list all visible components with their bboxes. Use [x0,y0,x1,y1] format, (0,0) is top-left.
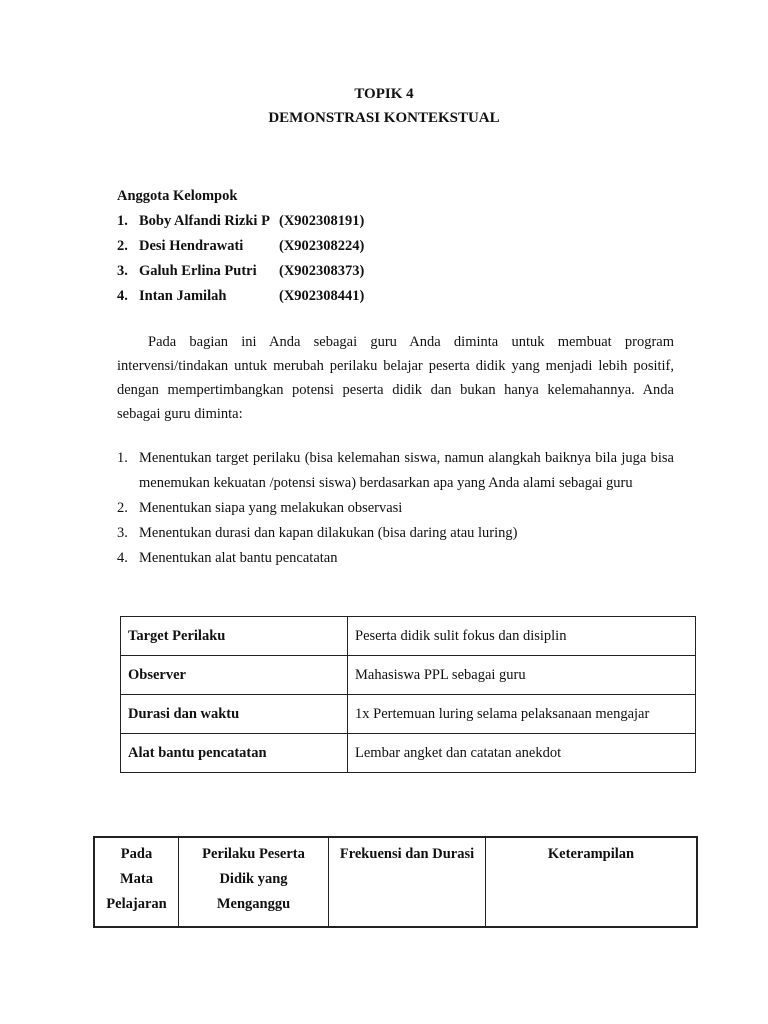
list-text: Menentukan siapa yang melakukan observasi [139,500,403,516]
intro-paragraph [117,330,674,426]
list-item [117,521,674,546]
header-line: Mata [119,871,153,887]
table-key-cell: Target Perilaku [121,617,348,656]
topic-title: TOPIK 4 [354,86,414,102]
table-key-cell: Durasi dan waktu [121,695,348,734]
group-heading: Anggota Kelompok [117,188,238,204]
member-row [117,287,364,312]
header-line: Pelajaran [106,896,167,912]
header-cell-subject [94,837,179,927]
list-text: Menentukan durasi dan kapan dilakukan (bisa daring atau luring) [139,525,518,541]
member-code: (X902308224) [279,238,365,254]
table-row [121,734,696,773]
member-number: 2. [117,238,128,254]
list-number: 3. [117,525,128,541]
table-header-row [94,837,697,927]
table-value-cell: Mahasiswa PPL sebagai guru [348,656,696,695]
table-value-cell: Lembar angket dan catatan anekdot [348,734,696,773]
header-line: Keterampilan [547,846,635,862]
list-number: 4. [117,550,128,566]
header-line: Didik yang [219,871,288,887]
table-row [121,617,696,656]
list-number: 1. [117,450,128,466]
table-value-cell: Peserta didik sulit fokus dan disiplin [348,617,696,656]
list-item [117,496,674,521]
member-row [117,262,364,287]
table-key-cell: Alat bantu pencatatan [121,734,348,773]
header-cell-behavior [179,837,329,927]
table-row [121,695,696,734]
member-name: Desi Hendrawati [139,238,244,254]
member-name: Boby Alfandi Rizki P [139,213,270,229]
instruction-list [117,446,674,571]
list-text: Menentukan alat bantu pencatatan [139,550,338,566]
member-number: 4. [117,288,128,304]
list-item [117,546,674,571]
list-item [117,446,674,496]
header-cell-frequency [329,837,486,927]
member-row [117,212,364,237]
group-members [117,187,364,312]
header-line: Menganggu [216,896,291,912]
intro-text: Pada bagian ini Anda sebagai guru Anda diminta untuk membuat program intervensi/tindakan untuk merubah perilaku belajar peserta didik yang menjadi lebih positif, dengan mempertimbangkan potensi peserta didik dan bukan hanya kelemahannya. Anda sebagai guru diminta: [117,334,674,422]
member-code: (X902308373) [279,263,365,279]
member-code: (X902308191) [279,213,365,229]
observation-table [93,836,698,928]
member-code: (X902308441) [279,288,365,304]
list-number: 2. [117,500,128,516]
header-line: Perilaku Peserta [202,846,305,862]
table-value-cell: 1x Pertemuan luring selama pelaksanaan mengajar [348,695,696,734]
member-name: Galuh Erlina Putri [139,263,257,279]
member-number: 3. [117,263,128,279]
member-number: 1. [117,213,128,229]
header-cell-skills [486,837,698,927]
member-name: Intan Jamilah [139,288,227,304]
table-row [121,656,696,695]
member-row [117,237,364,262]
table-key-cell: Observer [121,656,348,695]
behavior-info-table [120,616,696,773]
header-line: Pada [120,846,153,862]
list-text: Menentukan target perilaku (bisa kelemahan siswa, namun alangkah baiknya bila juga bisa menemukan kekuatan /potensi siswa) berdasarkan apa yang Anda alami sebagai guru [139,450,674,491]
header-line: Frekuensi dan Durasi [339,846,475,862]
document-subtitle: DEMONSTRASI KONTEKSTUAL [268,110,500,126]
